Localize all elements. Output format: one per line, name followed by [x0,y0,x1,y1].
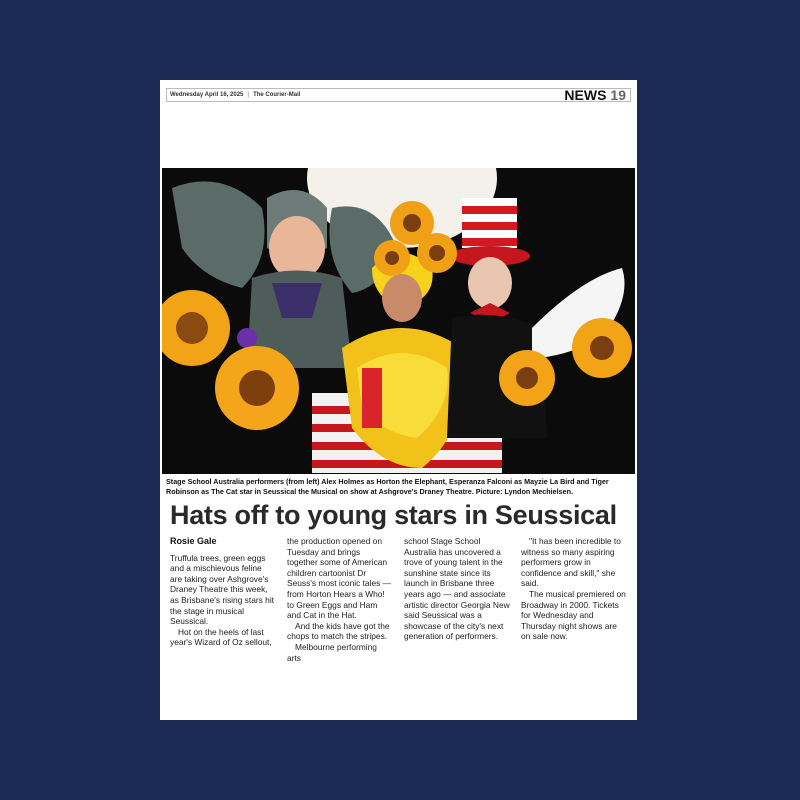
newspaper-page [160,80,637,720]
masthead-separator: | [247,92,250,98]
article-column-1 [170,536,276,648]
article-body [170,536,630,663]
article-column-4 [521,536,627,642]
paragraph: Truffula trees, green eggs and a mischievous feline are taking over Ashgrove's Draney Theatre this week, as Brisbane's rising stars hit the stage in musical Seussical. [170,552,275,627]
photo-caption: Stage School Australia performers (from left) Alex Holmes as Horton the Elephant, Esperanza Falconi as Mayzie La Bird and Tiger Robinson as The Cat star in Seussical the Musical on show at Ashgrove's Draney Theatre. Picture: Lyndon Mechielsen. [166,477,609,496]
byline: Rosie Gale [170,536,217,546]
paragraph: the production opened on Tuesday and brings together some of American children cartoonist Dr Seuss's most iconic tales — from Horton Hears a Who! to Green Eggs and Ham and Cat in the Hat. [287,536,391,621]
paragraph: "It has been incredible to witness so many aspiring performers grow in confidence and skill," she said. [521,536,621,589]
paragraph: Melbourne performing arts [287,641,377,663]
paragraph: school Stage School Australia has uncovered a trove of young talent in the sunshine state since its launch in Brisbane three years ago — and associate artistic director Georgia New said Seussical was a showcase of the city's next generation of performers. [404,536,510,642]
article-photo [162,168,635,474]
article-column-2 [287,536,393,663]
masthead [166,88,631,102]
photo-illustration [162,168,635,474]
paragraph: The musical premiered on Broadway in 2000. Tickets for Wednesday and Thursday night shows are on sale now. [521,588,626,642]
masthead-date: Wednesday April 16, 2025 [170,92,244,98]
article-column-3 [404,536,510,642]
paragraph: And the kids have got the chops to match the stripes. [287,620,390,642]
section-name: NEWS [564,87,607,103]
masthead-publication: The Courier-Mail [253,92,301,98]
page-number: 19 [610,87,626,103]
article-headline: Hats off to young stars in Seussical [170,500,617,530]
paragraph: Hot on the heels of last year's Wizard of Oz sellout, [170,626,272,648]
